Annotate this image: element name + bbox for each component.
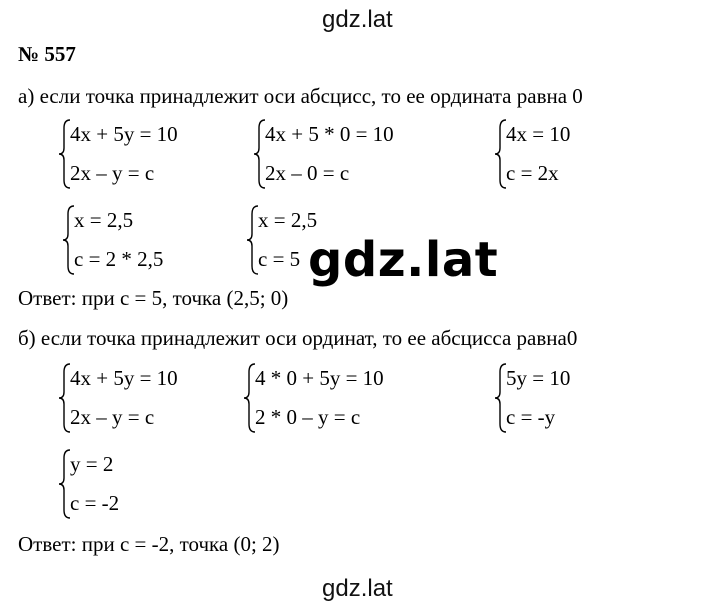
equation: c = 5 bbox=[258, 247, 301, 271]
problem-number: № 557 bbox=[18, 42, 76, 66]
equation: 4x = 10 bbox=[506, 122, 571, 146]
watermark-center: gdz.lat bbox=[308, 232, 499, 288]
equation: 4x + 5y = 10 bbox=[70, 366, 178, 390]
equation: c = 2x bbox=[506, 161, 559, 185]
part-a-intro: а) если точка принадлежит оси абсцисс, то ее ордината равна 0 bbox=[18, 84, 583, 108]
watermark-top: gdz.lat bbox=[322, 6, 393, 33]
equation: 4x + 5y = 10 bbox=[70, 122, 178, 146]
part-a-answer: Ответ: при с = 5, точка (2,5; 0) bbox=[18, 286, 289, 310]
equation: 4 * 0 + 5y = 10 bbox=[255, 366, 384, 390]
equation: 5y = 10 bbox=[506, 366, 571, 390]
watermark-bottom: gdz.lat bbox=[322, 575, 393, 602]
equation: 4x + 5 * 0 = 10 bbox=[265, 122, 394, 146]
equation: x = 2,5 bbox=[258, 208, 318, 232]
equation: c = -2 bbox=[70, 491, 120, 515]
equation: 2x – y = c bbox=[70, 405, 155, 429]
equation: x = 2,5 bbox=[74, 208, 134, 232]
equation: 2 * 0 – y = c bbox=[255, 405, 361, 429]
part-b-intro: б) если точка принадлежит оси ординат, то ее абсцисса равна0 bbox=[18, 326, 578, 350]
equation: c = -y bbox=[506, 405, 556, 429]
equation: 2x – 0 = c bbox=[265, 161, 350, 185]
equation: y = 2 bbox=[70, 452, 114, 476]
equation: c = 2 * 2,5 bbox=[74, 247, 164, 271]
part-b-answer: Ответ: при с = -2, точка (0; 2) bbox=[18, 532, 280, 556]
equation: 2x – y = c bbox=[70, 161, 155, 185]
